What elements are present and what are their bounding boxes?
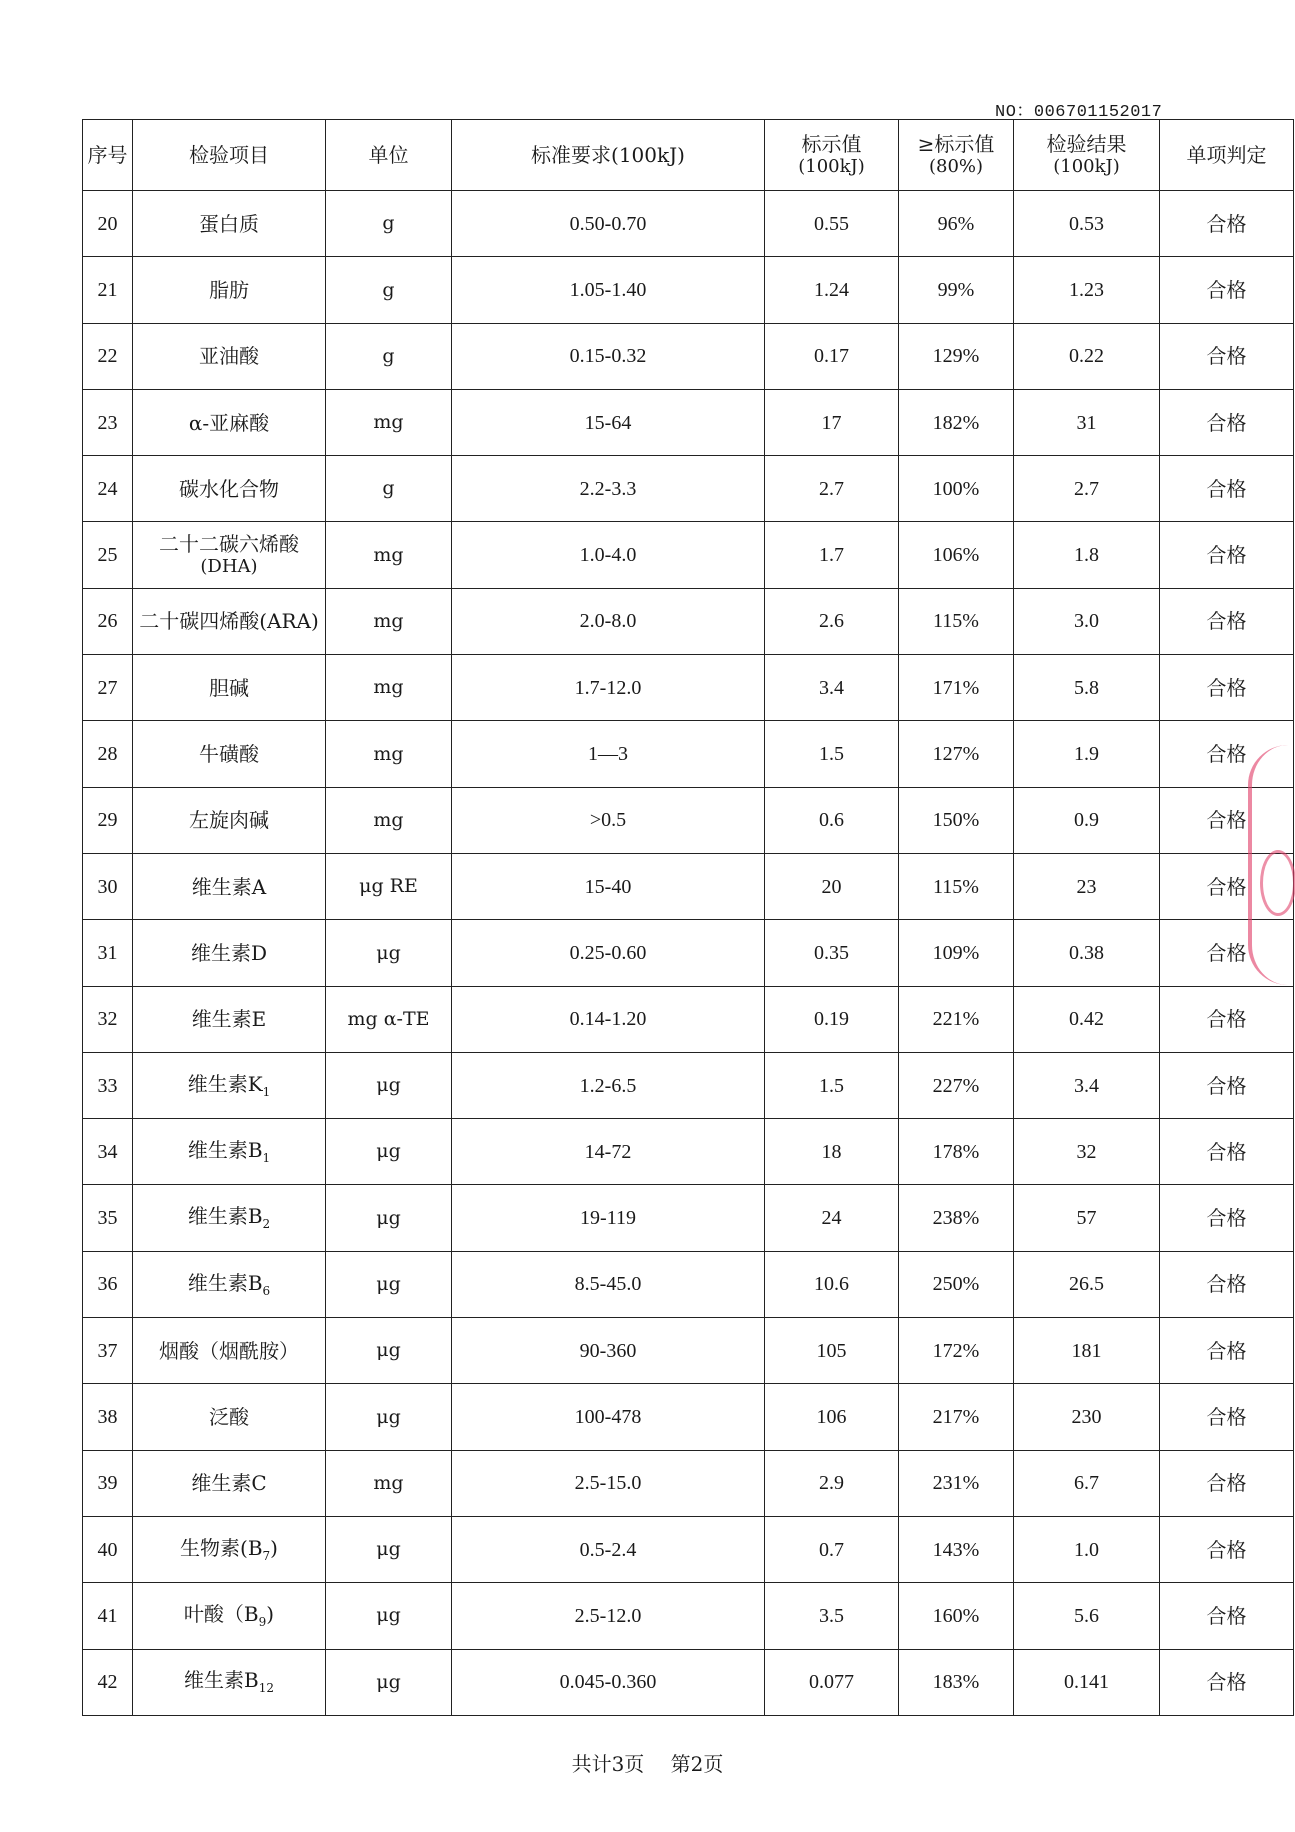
row-item — [133, 257, 326, 323]
row-item-label: 维生素D — [190, 940, 268, 965]
row-unit: g — [326, 456, 452, 522]
row-item-suffix: ) — [266, 1602, 275, 1627]
table-row — [83, 1450, 1294, 1516]
table-row — [83, 986, 1294, 1052]
row-unit: g — [326, 323, 452, 389]
row-label-value: 0.55 — [765, 191, 899, 257]
row-standard: 1—3 — [452, 721, 765, 787]
row-item-label: 维生素K — [187, 1071, 263, 1096]
row-percent: 183% — [899, 1649, 1014, 1715]
table-row — [83, 1516, 1294, 1582]
row-standard: 19-119 — [452, 1185, 765, 1251]
row-seq: 30 — [83, 853, 133, 919]
row-unit: g — [326, 191, 452, 257]
row-percent: 231% — [899, 1450, 1014, 1516]
row-label-value: 1.5 — [765, 1052, 899, 1118]
row-seq: 34 — [83, 1119, 133, 1185]
table-row — [83, 920, 1294, 986]
row-result: 57 — [1014, 1185, 1160, 1251]
row-percent: 227% — [899, 1052, 1014, 1118]
row-percent: 109% — [899, 920, 1014, 986]
row-result: 1.9 — [1014, 721, 1160, 787]
row-result: 0.141 — [1014, 1649, 1160, 1715]
row-item-label: α-亚麻酸 — [188, 410, 270, 435]
row-result: 1.0 — [1014, 1516, 1160, 1582]
row-label-value: 2.9 — [765, 1450, 899, 1516]
row-percent: 178% — [899, 1119, 1014, 1185]
row-label-value: 20 — [765, 853, 899, 919]
table-row — [83, 456, 1294, 522]
row-item — [133, 853, 326, 919]
row-item — [133, 191, 326, 257]
row-percent: 115% — [899, 853, 1014, 919]
row-judgement: 合格 — [1160, 1450, 1294, 1516]
row-standard: 1.0-4.0 — [452, 522, 765, 588]
row-judgement: 合格 — [1160, 787, 1294, 853]
row-result: 3.4 — [1014, 1052, 1160, 1118]
row-item-suffix: ) — [270, 1535, 278, 1560]
row-item-label: 维生素A — [191, 874, 267, 899]
row-judgement: 合格 — [1160, 1119, 1294, 1185]
row-item — [133, 787, 326, 853]
row-unit: μg — [326, 1185, 452, 1251]
row-item — [133, 1119, 326, 1185]
row-item-label: 左旋肉碱 — [189, 808, 269, 833]
row-item — [133, 323, 326, 389]
row-item — [133, 1516, 326, 1582]
row-percent: 172% — [899, 1318, 1014, 1384]
row-item — [133, 389, 326, 455]
header-standard: 标准要求(100kJ) — [452, 120, 765, 191]
row-percent: 129% — [899, 323, 1014, 389]
table-row — [83, 721, 1294, 787]
row-unit: mg — [326, 522, 452, 588]
row-item-label: 维生素B — [187, 1138, 263, 1163]
row-item — [133, 1384, 326, 1450]
row-item — [133, 920, 326, 986]
row-label-value: 0.7 — [765, 1516, 899, 1582]
row-item-label: 泛酸 — [209, 1404, 249, 1429]
row-percent: 217% — [899, 1384, 1014, 1450]
row-item-label: 生物素(B — [180, 1535, 263, 1560]
row-judgement: 合格 — [1160, 721, 1294, 787]
row-standard: 2.5-12.0 — [452, 1583, 765, 1649]
row-result: 0.42 — [1014, 986, 1160, 1052]
current-page: 第2页 — [670, 1752, 724, 1776]
row-standard: 8.5-45.0 — [452, 1251, 765, 1317]
total-pages: 共计3页 — [571, 1752, 645, 1776]
header-percent — [899, 120, 1014, 191]
header-judgement: 单项判定 — [1160, 120, 1294, 191]
row-result: 3.0 — [1014, 588, 1160, 654]
row-label-value: 10.6 — [765, 1251, 899, 1317]
row-judgement: 合格 — [1160, 456, 1294, 522]
row-standard: 0.50-0.70 — [452, 191, 765, 257]
row-item-label: 二十二碳六烯酸 — [159, 532, 299, 557]
row-label-value: 2.7 — [765, 456, 899, 522]
row-unit: mg — [326, 1450, 452, 1516]
row-judgement: 合格 — [1160, 389, 1294, 455]
row-judgement: 合格 — [1160, 588, 1294, 654]
row-label-value: 18 — [765, 1119, 899, 1185]
row-label-value: 0.077 — [765, 1649, 899, 1715]
table-row — [83, 1384, 1294, 1450]
row-unit: mg — [326, 787, 452, 853]
header-seq: 序号 — [83, 120, 133, 191]
row-judgement: 合格 — [1160, 986, 1294, 1052]
row-unit: μg — [326, 1052, 452, 1118]
row-item — [133, 456, 326, 522]
row-label-value: 24 — [765, 1185, 899, 1251]
row-standard: 1.05-1.40 — [452, 257, 765, 323]
row-seq: 38 — [83, 1384, 133, 1450]
row-result: 23 — [1014, 853, 1160, 919]
row-item-label: 维生素E — [191, 1007, 267, 1032]
row-item — [133, 1318, 326, 1384]
row-result: 5.8 — [1014, 655, 1160, 721]
row-seq: 26 — [83, 588, 133, 654]
row-label-value: 17 — [765, 389, 899, 455]
row-item — [133, 721, 326, 787]
row-percent: 250% — [899, 1251, 1014, 1317]
row-item — [133, 522, 326, 588]
row-judgement: 合格 — [1160, 1384, 1294, 1450]
row-label-value: 3.4 — [765, 655, 899, 721]
row-judgement: 合格 — [1160, 655, 1294, 721]
row-seq: 33 — [83, 1052, 133, 1118]
row-result: 1.8 — [1014, 522, 1160, 588]
row-judgement: 合格 — [1160, 257, 1294, 323]
row-label-value: 1.5 — [765, 721, 899, 787]
row-item — [133, 1649, 326, 1715]
row-standard: >0.5 — [452, 787, 765, 853]
row-percent: 182% — [899, 389, 1014, 455]
header-percent-sub: (80%) — [928, 156, 984, 178]
row-seq: 40 — [83, 1516, 133, 1582]
row-standard: 0.045-0.360 — [452, 1649, 765, 1715]
row-seq: 37 — [83, 1318, 133, 1384]
row-unit: μg — [326, 1119, 452, 1185]
table-row — [83, 853, 1294, 919]
table-row — [83, 1251, 1294, 1317]
table-body — [83, 191, 1294, 1716]
row-unit: g — [326, 257, 452, 323]
row-item — [133, 588, 326, 654]
row-percent: 238% — [899, 1185, 1014, 1251]
header-label-value-main: 标示值 — [801, 132, 862, 157]
header-unit: 单位 — [326, 120, 452, 191]
row-label-value: 106 — [765, 1384, 899, 1450]
row-standard: 2.2-3.3 — [452, 456, 765, 522]
row-judgement: 合格 — [1160, 1583, 1294, 1649]
row-item-label: 碳水化合物 — [179, 476, 279, 501]
row-seq: 35 — [83, 1185, 133, 1251]
row-label-value: 2.6 — [765, 588, 899, 654]
row-unit: μg — [326, 1384, 452, 1450]
row-item — [133, 1583, 326, 1649]
row-unit: μg — [326, 1251, 452, 1317]
row-label-value: 0.19 — [765, 986, 899, 1052]
row-seq: 27 — [83, 655, 133, 721]
row-result: 2.7 — [1014, 456, 1160, 522]
row-item-label: 维生素C — [191, 1471, 267, 1496]
row-seq: 42 — [83, 1649, 133, 1715]
row-judgement: 合格 — [1160, 323, 1294, 389]
row-judgement: 合格 — [1160, 191, 1294, 257]
row-item-label: 胆碱 — [209, 675, 249, 700]
row-seq: 32 — [83, 986, 133, 1052]
row-result: 32 — [1014, 1119, 1160, 1185]
row-item-subscript: 2 — [262, 1217, 271, 1232]
row-seq: 21 — [83, 257, 133, 323]
row-label-value: 0.6 — [765, 787, 899, 853]
row-percent: 127% — [899, 721, 1014, 787]
row-seq: 20 — [83, 191, 133, 257]
row-unit: mg α-TE — [326, 986, 452, 1052]
row-standard: 1.2-6.5 — [452, 1052, 765, 1118]
row-judgement: 合格 — [1160, 522, 1294, 588]
row-standard: 14-72 — [452, 1119, 765, 1185]
table-row — [83, 389, 1294, 455]
row-result: 31 — [1014, 389, 1160, 455]
table-row — [83, 1052, 1294, 1118]
row-label-value: 0.35 — [765, 920, 899, 986]
row-result: 26.5 — [1014, 1251, 1160, 1317]
header-label-value-sub: (100kJ) — [798, 156, 865, 178]
row-seq: 23 — [83, 389, 133, 455]
row-unit: μg — [326, 920, 452, 986]
row-item-subscript: 9 — [258, 1615, 267, 1630]
row-judgement: 合格 — [1160, 1649, 1294, 1715]
row-judgement: 合格 — [1160, 1251, 1294, 1317]
table-header-row — [83, 120, 1294, 191]
table-row — [83, 655, 1294, 721]
row-item-label: 维生素B — [184, 1668, 259, 1693]
row-standard: 0.5-2.4 — [452, 1516, 765, 1582]
row-item-label: 叶酸（B — [183, 1602, 259, 1627]
row-result: 0.22 — [1014, 323, 1160, 389]
table-row — [83, 522, 1294, 588]
table-row — [83, 1318, 1294, 1384]
row-unit: μg — [326, 1649, 452, 1715]
row-item-label: 维生素B — [187, 1270, 263, 1295]
row-percent: 150% — [899, 787, 1014, 853]
row-item-subscript: 12 — [258, 1681, 274, 1696]
row-item — [133, 1052, 326, 1118]
row-item-subscript: 1 — [262, 1151, 271, 1166]
header-percent-main: ≥标示值 — [917, 132, 995, 157]
row-seq: 41 — [83, 1583, 133, 1649]
row-item — [133, 1251, 326, 1317]
row-result: 0.38 — [1014, 920, 1160, 986]
row-standard: 0.15-0.32 — [452, 323, 765, 389]
header-item: 检验项目 — [133, 120, 326, 191]
row-standard: 1.7-12.0 — [452, 655, 765, 721]
row-judgement: 合格 — [1160, 1185, 1294, 1251]
row-seq: 28 — [83, 721, 133, 787]
table-row — [83, 1185, 1294, 1251]
row-item — [133, 1450, 326, 1516]
table-row — [83, 323, 1294, 389]
red-seal-mark — [1260, 850, 1295, 916]
row-judgement: 合格 — [1160, 853, 1294, 919]
row-label-value: 105 — [765, 1318, 899, 1384]
row-percent: 100% — [899, 456, 1014, 522]
row-item-sub: (DHA) — [200, 556, 258, 578]
header-result-main: 检验结果 — [1046, 132, 1127, 157]
row-percent: 99% — [899, 257, 1014, 323]
header-result-sub: (100kJ) — [1053, 156, 1120, 178]
row-standard: 2.5-15.0 — [452, 1450, 765, 1516]
row-unit: μg — [326, 1583, 452, 1649]
header-label-value — [765, 120, 899, 191]
row-item-label: 烟酸（烟酰胺） — [159, 1338, 299, 1363]
table-row — [83, 1119, 1294, 1185]
table-row — [83, 787, 1294, 853]
row-judgement: 合格 — [1160, 1318, 1294, 1384]
row-seq: 22 — [83, 323, 133, 389]
row-result: 230 — [1014, 1384, 1160, 1450]
row-item-label: 脂肪 — [209, 277, 249, 302]
row-seq: 25 — [83, 522, 133, 588]
page-footer — [0, 1748, 1295, 1777]
row-result: 0.53 — [1014, 191, 1160, 257]
row-percent: 221% — [899, 986, 1014, 1052]
row-standard: 2.0-8.0 — [452, 588, 765, 654]
table-row — [83, 191, 1294, 257]
row-standard: 0.14-1.20 — [452, 986, 765, 1052]
row-item — [133, 655, 326, 721]
row-percent: 96% — [899, 191, 1014, 257]
header-result — [1014, 120, 1160, 191]
row-item-subscript: 6 — [262, 1283, 271, 1298]
row-judgement: 合格 — [1160, 1052, 1294, 1118]
row-unit: mg — [326, 655, 452, 721]
row-result: 1.23 — [1014, 257, 1160, 323]
row-label-value: 3.5 — [765, 1583, 899, 1649]
row-result: 5.6 — [1014, 1583, 1160, 1649]
row-standard: 90-360 — [452, 1318, 765, 1384]
row-unit: mg — [326, 588, 452, 654]
table-row — [83, 1649, 1294, 1715]
table-row — [83, 1583, 1294, 1649]
row-item-label: 牛磺酸 — [199, 742, 259, 767]
row-standard: 100-478 — [452, 1384, 765, 1450]
row-standard: 15-64 — [452, 389, 765, 455]
row-standard: 15-40 — [452, 853, 765, 919]
row-result: 6.7 — [1014, 1450, 1160, 1516]
row-result: 0.9 — [1014, 787, 1160, 853]
row-seq: 29 — [83, 787, 133, 853]
row-result: 181 — [1014, 1318, 1160, 1384]
row-label-value: 0.17 — [765, 323, 899, 389]
row-unit: μg — [326, 1318, 452, 1384]
row-unit: mg — [326, 389, 452, 455]
row-item-label: 维生素B — [187, 1204, 263, 1229]
row-label-value: 1.7 — [765, 522, 899, 588]
row-percent: 171% — [899, 655, 1014, 721]
row-standard: 0.25-0.60 — [452, 920, 765, 986]
row-unit: μg — [326, 1516, 452, 1582]
document-number: NO：006701152017 — [995, 103, 1163, 122]
table-row — [83, 588, 1294, 654]
row-seq: 36 — [83, 1251, 133, 1317]
row-unit: μg RE — [326, 853, 452, 919]
row-percent: 160% — [899, 1583, 1014, 1649]
row-judgement: 合格 — [1160, 1516, 1294, 1582]
table-row — [83, 257, 1294, 323]
row-item-label: 二十碳四烯酸(ARA) — [139, 609, 319, 634]
inspection-results-table — [82, 119, 1294, 1716]
row-percent: 106% — [899, 522, 1014, 588]
row-seq: 24 — [83, 456, 133, 522]
row-seq: 31 — [83, 920, 133, 986]
row-item-label: 蛋白质 — [199, 211, 259, 236]
row-item-label: 亚油酸 — [199, 344, 259, 369]
row-label-value: 1.24 — [765, 257, 899, 323]
row-judgement: 合格 — [1160, 920, 1294, 986]
row-item — [133, 1185, 326, 1251]
row-item-subscript: 7 — [262, 1548, 271, 1563]
row-percent: 115% — [899, 588, 1014, 654]
row-unit: mg — [326, 721, 452, 787]
row-seq: 39 — [83, 1450, 133, 1516]
row-item — [133, 986, 326, 1052]
row-item-subscript: 1 — [262, 1084, 271, 1099]
row-percent: 143% — [899, 1516, 1014, 1582]
